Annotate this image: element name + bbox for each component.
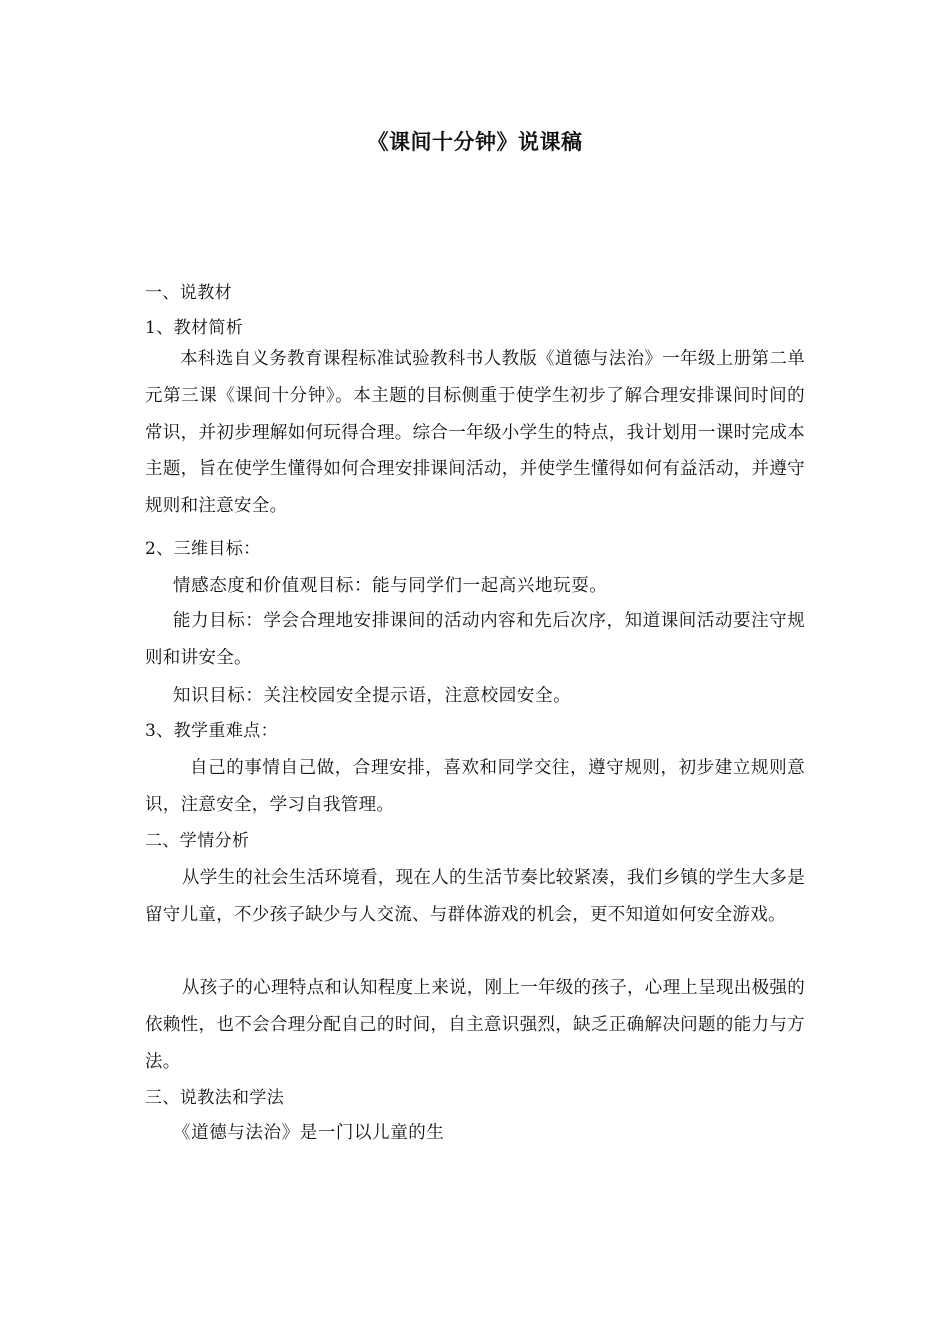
- subheading-key-points: 3、教学重难点：: [145, 721, 279, 741]
- subheading-textbook-analysis: 1、教材简析: [145, 318, 244, 338]
- subheading-three-goals: 2、三维目标：: [145, 539, 261, 559]
- goal-knowledge: 知识目标：关注校园安全提示语，注意校园安全。: [173, 686, 572, 706]
- document-title: 《课间十分钟》说课稿: [367, 129, 583, 154]
- paragraph-student-analysis-1: 从学生的社会生活环境看，现在人的生活节奏比较紧凑，我们乡镇的学生大多是留守儿童，不少孩子缺少与人交流、与群体游戏的机会，更不知道如何安全游戏。: [145, 868, 805, 925]
- section-heading-textbook: 一、说教材: [145, 283, 232, 303]
- paragraph-student-analysis-2: 从孩子的心理特点和认知程度上来说，刚上一年级的孩子，心理上呈现出极强的依赖性，也不会合理分配自己的时间，自主意识强烈，缺乏正确解决问题的能力与方法。: [145, 978, 805, 1072]
- section-heading-student-analysis: 二、学情分析: [145, 831, 250, 851]
- section-heading-teaching-methods: 三、说教法和学法: [145, 1088, 285, 1108]
- paragraph-key-points: 自己的事情自己做，合理安排，喜欢和同学交往，遵守规则，初步建立规则意识，注意安全，学习自我管理。: [145, 758, 805, 815]
- goal-emotion: 情感态度和价值观目标：能与同学们一起高兴地玩耍。: [173, 576, 608, 596]
- paragraph-textbook-analysis: 本科选自义务教育课程标准试验教科书人教版《道德与法治》一年级上册第二单元第三课《课间十分钟》。本主题的目标侧重于使学生初步了解合理安排课间时间的常识，并初步理解如何玩得合理。综合一年级小学生的特点，我计划用一课时完成本主题，旨在使学生懂得如何合理安排课间活动，并使学生懂得如何有益活动，并遵守规则和注意安全。: [145, 349, 805, 517]
- paragraph-teaching-methods: 《道德与法治》是一门以儿童的生: [173, 1123, 445, 1143]
- goal-ability: 能力目标：学会合理地安排课间的活动内容和先后次序，知道课间活动要注守规则和讲安全。: [145, 611, 805, 668]
